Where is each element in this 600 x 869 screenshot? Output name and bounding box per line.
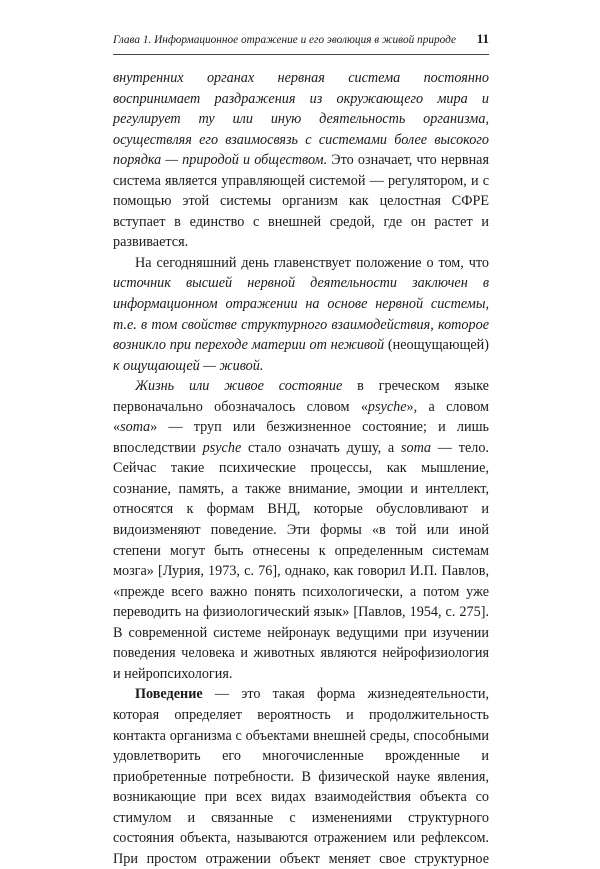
paragraph (113, 253, 489, 376)
text-segment: soma (401, 439, 431, 456)
body-text (113, 68, 489, 869)
text-segment: источник высшей нервной деятельности заключен в информационном отражении на основе нервной системы, т.е. в том свойстве структурного взаимодействия, которое возникло при переходе материи от неживой (113, 275, 489, 354)
term-heading: Поведение (135, 686, 203, 703)
running-title: Глава 1. Информационное отражение и его эволюция в живой природе (113, 34, 457, 46)
paragraph (113, 68, 489, 253)
text-segment: в греческом языке первоначально обозначалось словом « (113, 378, 489, 415)
text-segment: (неощущающей) (384, 337, 489, 354)
text-segment: Это означает, что нервная система является управляющей системой — регулятором, и с помощью этой системы организм как целостная СФРЕ вступает в единство с внешней средой, где он растет и развивается. (113, 152, 489, 251)
page-number: 11 (476, 31, 489, 46)
text-segment: — это такая форма жизнедеятельности, которая определяет вероятность и продолжительность контакта организма с объектами внешней среды, способными удовлетворить его многочисленные врожденные и приобретенные потребности. В физической науке явления, возникающие при всех видах взаимодействия объекта со стимулом и связанные с изменениями структурного состояния объекта, называются отражением или рефлексом. При простом отражении объект меняет свое структурное (113, 686, 489, 867)
text-segment: psyche (367, 398, 407, 415)
text-segment: стало означать душу, а (241, 439, 402, 456)
text-segment: psyche (202, 439, 242, 456)
text-segment: », а словом « (113, 398, 489, 436)
text-segment: На сегодняшний день главенствует положение о том, что (135, 254, 489, 271)
paragraph (113, 684, 489, 869)
text-segment: внутренних органах нервная система постоянно воспринимает раздражения из окружающего мира и регулирует ту или иную деятельность организма, осуществляя его взаимосвязь с системами более высокого порядка — природой и обществом. (113, 70, 489, 169)
running-header (113, 32, 489, 55)
text-segment: Жизнь или живое состояние (135, 378, 343, 395)
text-segment: — тело. Сейчас такие психические процессы, как мышление, сознание, память, а также внимание, эмоции и интеллект, относятся к формам ВНД, которые обусловливают и видоизменяют поведение. Эти формы «в той или иной степени могут быть отнесены к определенным системам мозга» [Лурия, 1973, с. 76], однако, как говорил И.П. Павлов, «прежде всего важно понять психологически, а потом уже переводить на физиологический язык» [Павлов, 1954, с. 275]. В современной системе нейронаук ведущими при изучении поведения человека и животных являются нейрофизиология и нейропсихология. (113, 439, 490, 682)
text-segment: soma (120, 419, 151, 436)
paragraph (113, 376, 489, 684)
text-segment: к ощущающей — живой. (113, 357, 264, 374)
text-segment: » — труп или безжизненное состояние; и лишь впоследствии (113, 419, 489, 456)
